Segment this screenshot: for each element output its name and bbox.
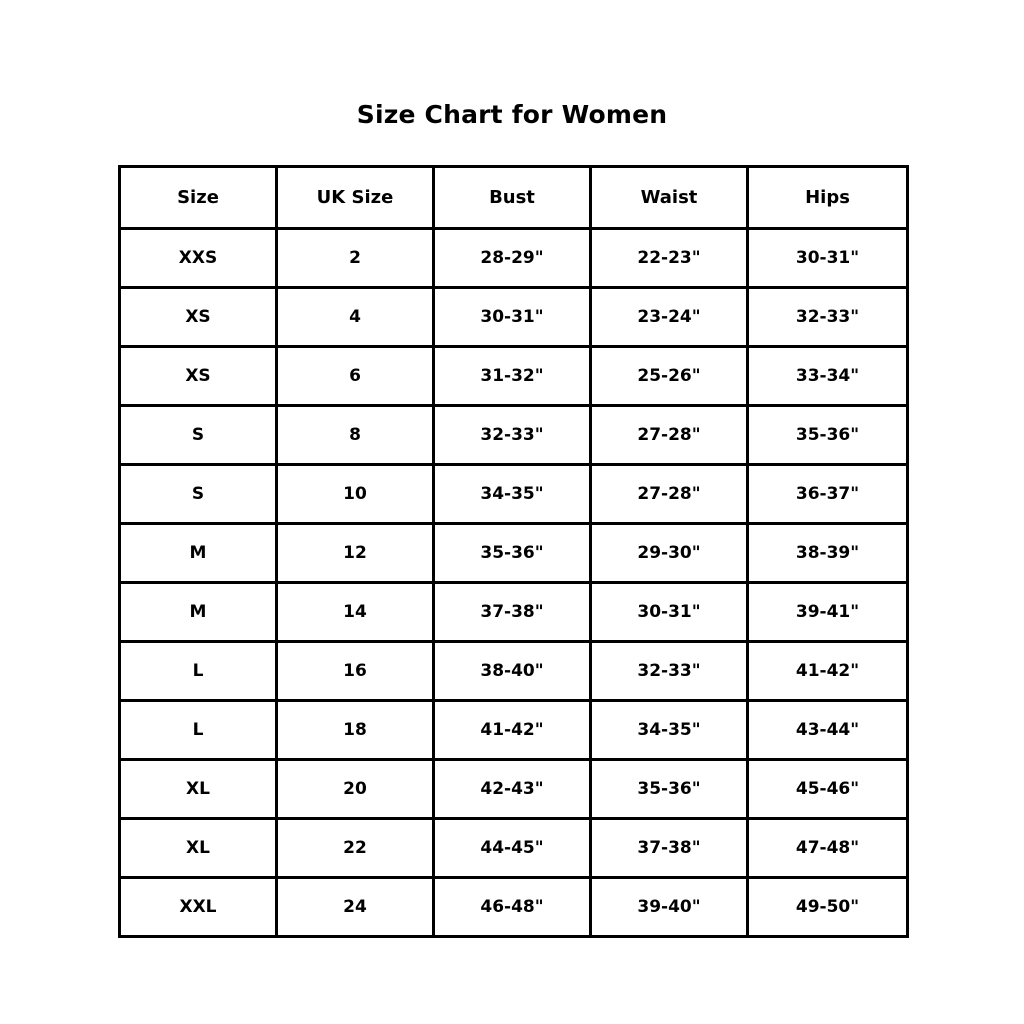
cell-uk-size: 24 (277, 878, 434, 937)
cell-uk-size: 8 (277, 406, 434, 465)
cell-size: XS (120, 288, 277, 347)
cell-waist: 30-31" (591, 583, 748, 642)
table-row (120, 819, 908, 878)
table-row (120, 465, 908, 524)
table-row (120, 347, 908, 406)
cell-bust: 34-35" (434, 465, 591, 524)
table-row (120, 288, 908, 347)
column-header-waist: Waist (591, 167, 748, 229)
cell-hips: 35-36" (748, 406, 908, 465)
cell-waist: 25-26" (591, 347, 748, 406)
page-title: Size Chart for Women (356, 100, 668, 129)
cell-size: XXS (120, 229, 277, 288)
column-header-uk-size: UK Size (277, 167, 434, 229)
table-row (120, 878, 908, 937)
cell-bust: 41-42" (434, 701, 591, 760)
cell-hips: 47-48" (748, 819, 908, 878)
cell-waist: 32-33" (591, 642, 748, 701)
cell-hips: 45-46" (748, 760, 908, 819)
cell-hips: 32-33" (748, 288, 908, 347)
cell-size: L (120, 642, 277, 701)
cell-hips: 30-31" (748, 229, 908, 288)
cell-hips: 36-37" (748, 465, 908, 524)
cell-waist: 34-35" (591, 701, 748, 760)
cell-bust: 30-31" (434, 288, 591, 347)
cell-uk-size: 12 (277, 524, 434, 583)
cell-size: S (120, 406, 277, 465)
cell-size: M (120, 524, 277, 583)
column-header-size: Size (120, 167, 277, 229)
cell-waist: 35-36" (591, 760, 748, 819)
cell-bust: 28-29" (434, 229, 591, 288)
cell-bust: 46-48" (434, 878, 591, 937)
cell-size: XXL (120, 878, 277, 937)
cell-bust: 38-40" (434, 642, 591, 701)
table-row (120, 642, 908, 701)
cell-uk-size: 4 (277, 288, 434, 347)
column-header-bust: Bust (434, 167, 591, 229)
cell-uk-size: 18 (277, 701, 434, 760)
table-row (120, 406, 908, 465)
cell-size: XL (120, 819, 277, 878)
cell-bust: 32-33" (434, 406, 591, 465)
cell-bust: 37-38" (434, 583, 591, 642)
cell-hips: 38-39" (748, 524, 908, 583)
cell-size: XS (120, 347, 277, 406)
cell-uk-size: 16 (277, 642, 434, 701)
cell-uk-size: 22 (277, 819, 434, 878)
cell-uk-size: 14 (277, 583, 434, 642)
cell-waist: 39-40" (591, 878, 748, 937)
cell-waist: 37-38" (591, 819, 748, 878)
cell-size: M (120, 583, 277, 642)
cell-uk-size: 20 (277, 760, 434, 819)
cell-hips: 43-44" (748, 701, 908, 760)
cell-waist: 23-24" (591, 288, 748, 347)
cell-size: XL (120, 760, 277, 819)
column-header-hips: Hips (748, 167, 908, 229)
cell-uk-size: 6 (277, 347, 434, 406)
cell-bust: 35-36" (434, 524, 591, 583)
table-header (120, 167, 908, 229)
cell-bust: 42-43" (434, 760, 591, 819)
cell-size: S (120, 465, 277, 524)
table-body (120, 229, 908, 937)
cell-hips: 41-42" (748, 642, 908, 701)
cell-bust: 44-45" (434, 819, 591, 878)
cell-hips: 39-41" (748, 583, 908, 642)
cell-hips: 49-50" (748, 878, 908, 937)
cell-size: L (120, 701, 277, 760)
cell-uk-size: 2 (277, 229, 434, 288)
size-table (118, 165, 909, 938)
cell-waist: 27-28" (591, 406, 748, 465)
table-row (120, 701, 908, 760)
table-header-row (120, 167, 908, 229)
table-row (120, 524, 908, 583)
cell-waist: 29-30" (591, 524, 748, 583)
cell-bust: 31-32" (434, 347, 591, 406)
cell-hips: 33-34" (748, 347, 908, 406)
cell-waist: 27-28" (591, 465, 748, 524)
cell-waist: 22-23" (591, 229, 748, 288)
size-table-container (118, 165, 906, 938)
table-row (120, 229, 908, 288)
table-row (120, 760, 908, 819)
table-row (120, 583, 908, 642)
cell-uk-size: 10 (277, 465, 434, 524)
